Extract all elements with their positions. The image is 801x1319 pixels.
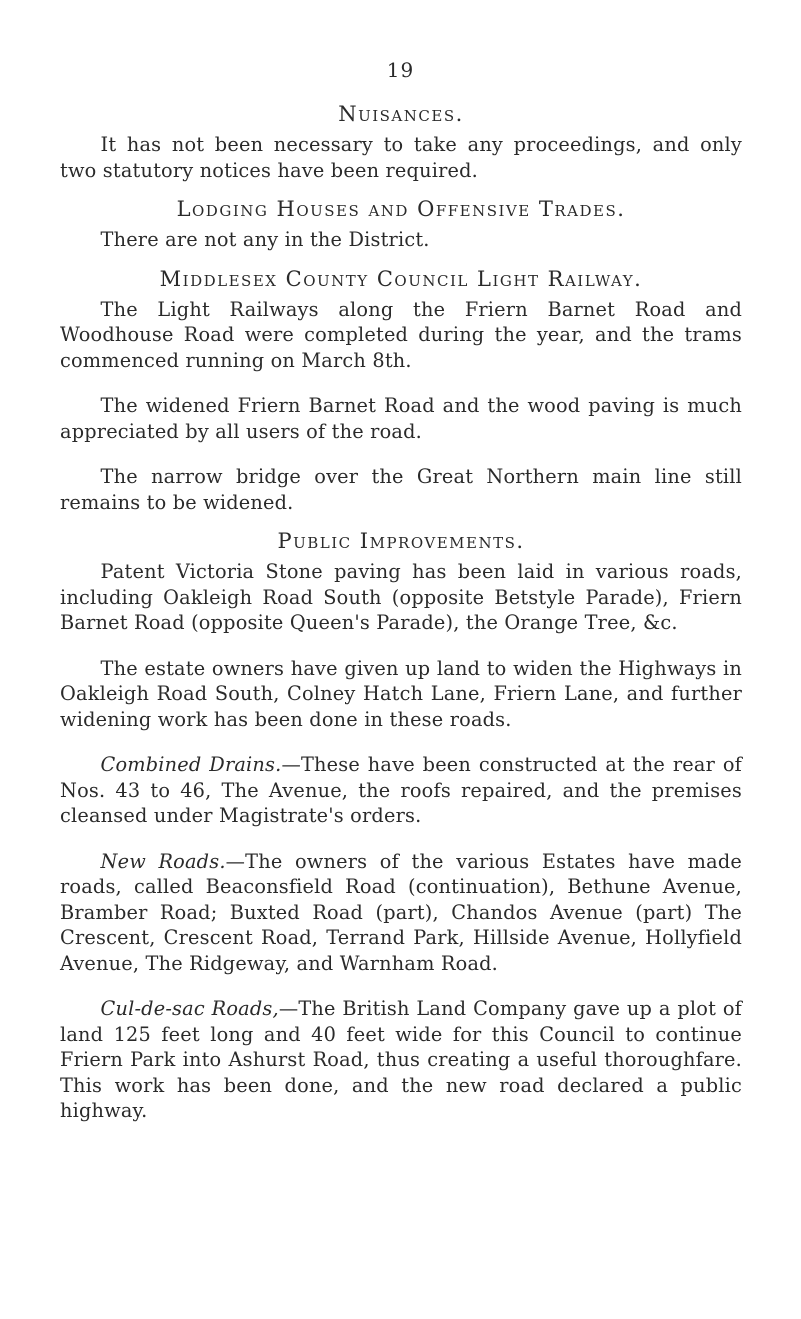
new-roads-lead: New Roads. <box>100 849 226 873</box>
paragraph-combined-drains <box>60 752 742 829</box>
paragraph-railway-3: The narrow bridge over the Great Northern main line still remains to be widened. <box>60 465 742 514</box>
heading-nuisances: Nuisances. <box>338 102 464 126</box>
paragraph-railway-1: The Light Railways along the Friern Barnet Road and Woodhouse Road were completed during the year, and the trams commenced running on March 8th. <box>60 297 742 372</box>
cul-de-sac-text: —The British Land Company gave up a plot of land 125 feet long and 40 feet wide for this Council to continue Friern Park into Ashurst Road, thus creating a useful thoroughfare. This work has been done, and the new road declared a public highway. <box>60 997 743 1122</box>
heading-light-railway: Middlesex County Council Light Railway. <box>159 266 643 291</box>
combined-drains-text: —These have been constructed at the rear of Nos. 43 to 46, The Avenue, the roofs repaired, and the premises cleansed under Magistrate's orders. <box>60 753 742 827</box>
new-roads-text: —The owners of the various Estates have made roads, called Beaconsfield Road (continuation), Bethune Avenue, Bramber Road; Buxted Road (part), Chandos Avenue (part) The Crescent, Crescent Road, Terrand Park, Hillside Avenue, Hollyfield Avenue, The Ridgeway, and Warnham Road. <box>60 849 742 975</box>
paragraph-railway-2: The widened Friern Barnet Road and the wood paving is much appreciated by all users of the road. <box>60 394 742 443</box>
cul-de-sac-lead: Cul-de-sac Roads, <box>100 997 279 1020</box>
paragraph-cul-de-sac <box>60 996 742 1124</box>
page-content <box>60 102 742 1124</box>
paragraph-improvements-2: The estate owners have given up land to widen the Highways in Oakleigh Road South, Colney Hatch Lane, Friern Lane, and further widening work has been done in these roads. <box>60 656 742 731</box>
page-number: 19 <box>386 58 415 82</box>
paragraph-lodging-houses: There are not any in the District. <box>100 228 430 251</box>
paragraph-nuisances: It has not been necessary to take any proceedings, and only two statutory notices have been required. <box>60 133 742 182</box>
heading-public-improvements: Public Improvements. <box>277 529 525 553</box>
heading-lodging-houses: Lodging Houses and Offensive Trades. <box>176 197 626 221</box>
paragraph-improvements-1: Patent Victoria Stone paving has been laid in various roads, including Oakleigh Road South (opposite Betstyle Parade), Friern Barnet Road (opposite Queen's Parade), the Orange Tree, &c. <box>60 560 742 634</box>
paragraph-new-roads <box>60 849 742 977</box>
combined-drains-lead: Combined Drains. <box>100 753 282 776</box>
